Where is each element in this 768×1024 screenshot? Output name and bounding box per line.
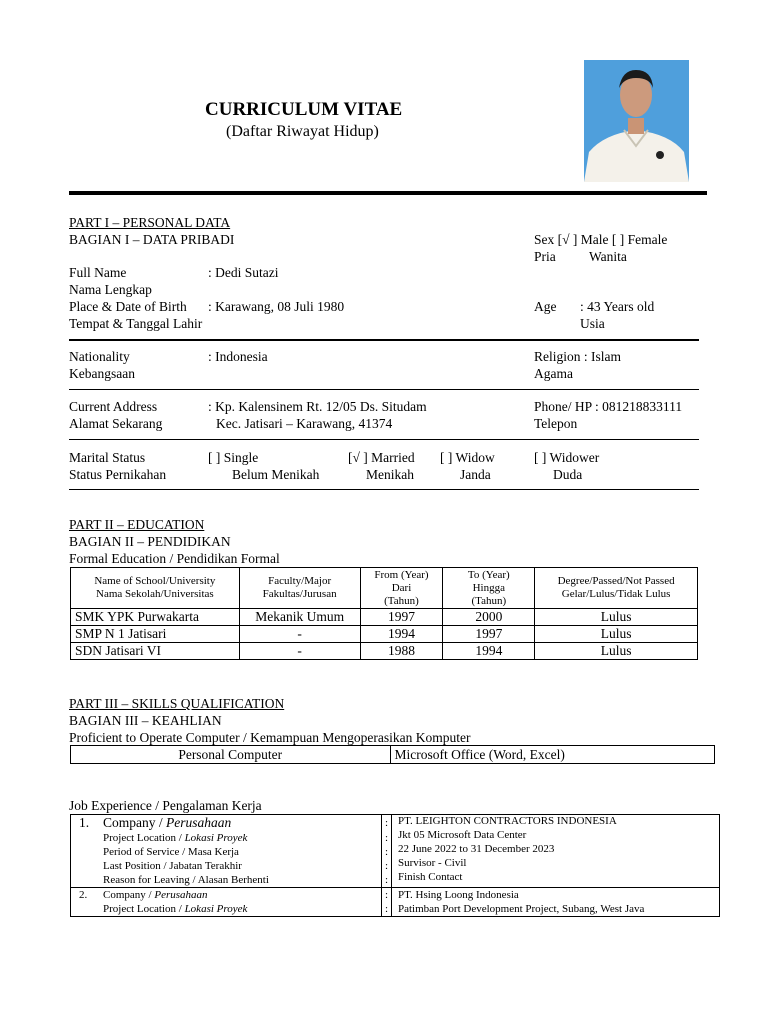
col-faculty-header: Faculty/Major Fakultas/Jurusan bbox=[239, 568, 360, 609]
sex-label-pria: Pria bbox=[534, 249, 556, 264]
marital-widow-id: Janda bbox=[460, 467, 491, 482]
job-2-location: Patimban Port Development Project, Subang, West Java bbox=[398, 903, 645, 915]
job-1-company: PT. LEIGHTON CONTRACTORS INDONESIA bbox=[398, 815, 617, 827]
from-cell: 1997 bbox=[360, 609, 443, 626]
job-2-colons: : : bbox=[382, 888, 392, 917]
phone-label: Phone/ HP : 081218833111 bbox=[534, 399, 683, 414]
nationality-value: : Indonesia bbox=[208, 349, 268, 364]
formal-education-label: Formal Education / Pendidikan Formal bbox=[69, 551, 280, 566]
education-header-row bbox=[71, 568, 698, 609]
job-1-position: Survisor - Civil bbox=[398, 857, 467, 869]
birth-value: : Karawang, 08 Juli 1980 bbox=[208, 299, 345, 314]
nationality-label-id: Kebangsaan bbox=[69, 366, 135, 381]
skill-value-cell: Microsoft Office (Word, Excel) bbox=[390, 746, 715, 764]
part3-heading: PART III – SKILLS QUALIFICATION bbox=[69, 696, 285, 711]
table-row bbox=[71, 746, 715, 764]
school-cell: SMK YPK Purwakarta bbox=[71, 609, 240, 626]
job-1-location-label: Project Location / Lokasi Proyek bbox=[103, 832, 248, 844]
major-cell: - bbox=[239, 643, 360, 660]
job-row-2 bbox=[71, 888, 720, 917]
col-degree-header: Degree/Passed/Not Passed Gelar/Lulus/Tidak Lulus bbox=[535, 568, 698, 609]
nationality-label: Nationality bbox=[69, 349, 130, 364]
marital-label: Marital Status bbox=[69, 450, 146, 465]
marital-married-id: Menikah bbox=[366, 467, 414, 482]
profile-photo bbox=[584, 60, 689, 182]
address-line-2: Kec. Jatisari – Karawang, 41374 bbox=[216, 416, 393, 431]
job-1-labels bbox=[71, 815, 382, 888]
degree-cell: Lulus bbox=[535, 626, 698, 643]
to-cell: 1997 bbox=[443, 626, 535, 643]
marital-widower: [ ] Widower bbox=[534, 450, 600, 465]
from-cell: 1994 bbox=[360, 626, 443, 643]
age-label-id: Usia bbox=[580, 316, 605, 331]
job-1-reason: Finish Contact bbox=[398, 871, 463, 883]
marital-single: [ ] Single bbox=[208, 450, 259, 465]
part2-heading-id: BAGIAN II – PENDIDIKAN bbox=[69, 534, 231, 549]
phone-label-id: Telepon bbox=[534, 416, 578, 431]
to-cell: 2000 bbox=[443, 609, 535, 626]
full-name-label-id: Nama Lengkap bbox=[69, 282, 152, 297]
major-cell: Mekanik Umum bbox=[239, 609, 360, 626]
part1-heading-id: BAGIAN I – DATA PRIBADI bbox=[69, 232, 235, 247]
full-name-value: : Dedi Sutazi bbox=[208, 265, 279, 280]
job-1-position-label: Last Position / Jabatan Terakhir bbox=[103, 860, 242, 872]
marital-label-id: Status Pernikahan bbox=[69, 467, 167, 482]
job-1-location: Jkt 05 Microsoft Data Center bbox=[398, 829, 527, 841]
full-name-label: Full Name bbox=[69, 265, 127, 280]
col-from-header: From (Year) Dari (Tahun) bbox=[360, 568, 443, 609]
age-label: Age bbox=[534, 299, 557, 314]
major-cell: - bbox=[239, 626, 360, 643]
rule-4 bbox=[69, 489, 699, 490]
degree-cell: Lulus bbox=[535, 643, 698, 660]
address-label-id: Alamat Sekarang bbox=[69, 416, 163, 431]
address-label: Current Address bbox=[69, 399, 158, 414]
religion-label: Religion : Islam bbox=[534, 349, 621, 364]
job-1-period: 22 June 2022 to 31 December 2023 bbox=[398, 843, 555, 855]
birth-label-id: Tempat & Tanggal Lahir bbox=[69, 316, 203, 331]
job-2-values bbox=[392, 888, 720, 917]
sex-label-wanita: Wanita bbox=[589, 249, 627, 264]
marital-widow: [ ] Widow bbox=[440, 450, 495, 465]
job-1-values bbox=[392, 815, 720, 888]
job-1-reason-label: Reason for Leaving / Alasan Berhenti bbox=[103, 874, 269, 886]
marital-widower-id: Duda bbox=[553, 467, 583, 482]
rule-3 bbox=[69, 439, 699, 440]
skills-table bbox=[70, 745, 715, 764]
job-experience-table bbox=[70, 814, 720, 917]
degree-cell: Lulus bbox=[535, 609, 698, 626]
job-2-location-label: Project Location / Lokasi Proyek bbox=[103, 903, 248, 915]
address-line-1: : Kp. Kalensinem Rt. 12/05 Ds. Situdam bbox=[208, 399, 427, 414]
table-row bbox=[71, 609, 698, 626]
from-cell: 1988 bbox=[360, 643, 443, 660]
col-school-header: Name of School/University Nama Sekolah/Universitas bbox=[71, 568, 240, 609]
birth-label: Place & Date of Birth bbox=[69, 299, 187, 314]
school-cell: SMP N 1 Jatisari bbox=[71, 626, 240, 643]
to-cell: 1994 bbox=[443, 643, 535, 660]
rule-1 bbox=[69, 339, 699, 341]
cv-subtitle: (Daftar Riwayat Hidup) bbox=[226, 123, 379, 140]
age-value: : 43 Years old bbox=[580, 299, 655, 314]
header-rule bbox=[69, 191, 707, 195]
col-to-header: To (Year) Hingga (Tahun) bbox=[443, 568, 535, 609]
marital-single-id: Belum Menikah bbox=[232, 467, 320, 482]
table-row bbox=[71, 626, 698, 643]
cv-title: CURRICULUM VITAE bbox=[205, 99, 403, 120]
sex-field: Sex [√ ] Male [ ] Female bbox=[534, 232, 668, 247]
job-experience-heading: Job Experience / Pengalaman Kerja bbox=[69, 798, 262, 813]
job-1-colons: : : : : : bbox=[382, 815, 392, 888]
job-2-labels bbox=[71, 888, 382, 917]
job-row-1 bbox=[71, 815, 720, 888]
job-1-company-label: 1. Company / Perusahaan bbox=[79, 815, 232, 830]
religion-label-id: Agama bbox=[534, 366, 573, 381]
education-table bbox=[70, 567, 698, 660]
skill-name-cell: Personal Computer bbox=[71, 746, 391, 764]
part2-heading: PART II – EDUCATION bbox=[69, 517, 205, 532]
job-2-company-label: 2. Company / Perusahaan bbox=[79, 889, 208, 901]
job-1-period-label: Period of Service / Masa Kerja bbox=[103, 846, 239, 858]
job-2-company: PT. Hsing Loong Indonesia bbox=[398, 889, 519, 901]
part1-heading: PART I – PERSONAL DATA bbox=[69, 215, 231, 230]
marital-married: [√ ] Married bbox=[348, 450, 415, 465]
rule-2 bbox=[69, 389, 699, 390]
computer-skill-label: Proficient to Operate Computer / Kemampuan Mengoperasikan Komputer bbox=[69, 730, 471, 745]
school-cell: SDN Jatisari VI bbox=[71, 643, 240, 660]
part3-heading-id: BAGIAN III – KEAHLIAN bbox=[69, 713, 222, 728]
table-row bbox=[71, 643, 698, 660]
